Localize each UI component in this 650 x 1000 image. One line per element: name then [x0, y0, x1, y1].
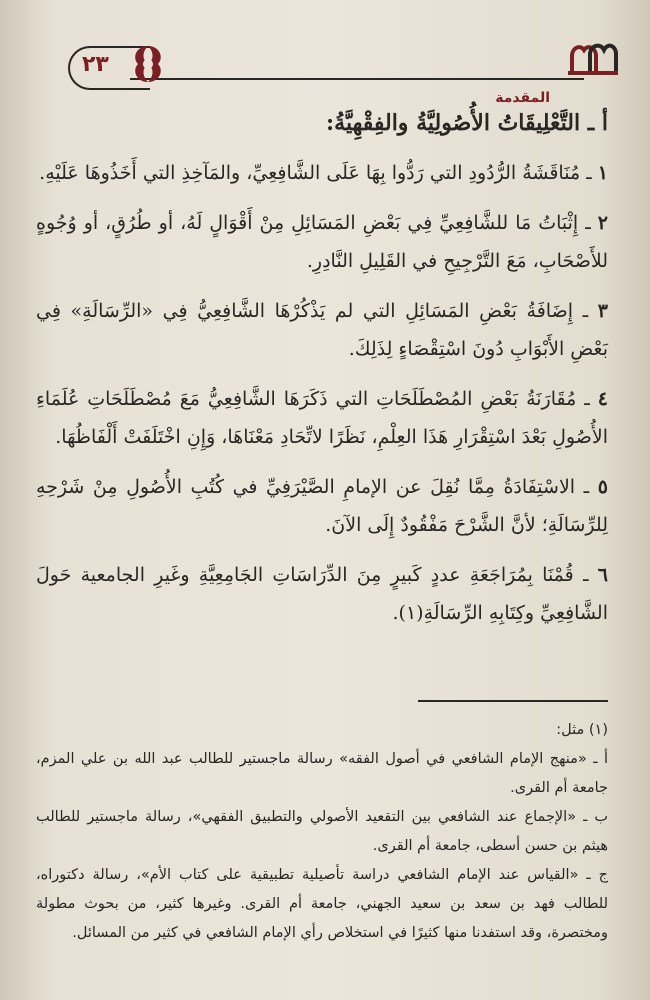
- footnote-line: ج ـ «القياس عند الإمام الشافعي دراسة تأصيلية تطبيقية على كتاب الأم»، رسالة دكتوراه، للطالب فهد بن سعد بن سعيد الجهني، جامعة أم القرى. وغيرها كثير، من بحوث مطولة ومختصرة، وقد استفدنا منها كثيرًا في استخلاص رأي الإمام الشافعي في كثير من المسائل.: [36, 867, 608, 941]
- footnote-label: (١) مثل:: [556, 722, 608, 738]
- item-text: قُمْنَا بِمُرَاجَعَةِ عددٍ كَبيرٍ مِنَ الدِّرَاسَاتِ الجَامِعِيَّةِ وغَيرِ الجامعية حَولَ الشَّافِعِيِّ وكِتَابِهِ الرِّسَالَةِ(١).: [36, 564, 608, 624]
- footnote-divider: [418, 700, 608, 702]
- list-item: ٤ ـ مُقَارَنَةُ بَعْضِ المُصْطَلَحَاتِ التي ذَكَرَهَا الشَّافِعِيُّ مَعَ مُصْطَلَحَاتِ عُلَمَاءِ الأُصُولِ بَعْدَ اسْتِقْرَارِ هَذَا العِلْمِ، نَظَرًا لاتِّحَادِ مَعْنَاهَا، وَإِنِ اخْتَلَفَتْ أَلْفَاظُهَا.: [36, 388, 608, 448]
- ornament-left-icon: [128, 42, 168, 86]
- item-number: ٣: [597, 300, 608, 322]
- list-item: ٢ ـ إِثْبَاتُ مَا للشَّافِعِيِّ فِي بَعْضِ المَسَائِلِ مِنْ أَقْوَالٍ لَهُ، أو طُرُقٍ، أو وُجُوهٍ للأَصْحَابِ، مَعَ التَّرْجِيحِ في القَلِيلِ النَّادِرِ.: [36, 212, 608, 272]
- footnote-line: أ ـ «منهج الإمام الشافعي في أصول الفقه» رسالة ماجستير للطالب عبد الله بن علي المزم، جامعة أم القرى.: [36, 751, 608, 796]
- ornament-right-icon: [564, 38, 620, 78]
- footnotes: [36, 716, 608, 948]
- item-number: ٥: [597, 476, 608, 498]
- subsection-heading: أ ـ التَّعْلِيقَاتُ الأُصُولِيَّةُ والفِقْهِيَّةُ:: [326, 110, 608, 136]
- page-number: ٢٣: [82, 52, 109, 77]
- item-text: إِضَافَةُ بَعْضِ المَسَائِلِ التي لم يَذْكُرْهَا الشَّافِعِيُّ فِي «الرِّسَالَةِ» فِي بَعْضِ الأَبْوَابِ دُونَ اسْتِقْصَاءٍ لِذَلِكَ.: [36, 300, 608, 360]
- list-item: ٦ ـ قُمْنَا بِمُرَاجَعَةِ عددٍ كَبيرٍ مِنَ الدِّرَاسَاتِ الجَامِعِيَّةِ وغَيرِ الجامعية حَولَ الشَّافِعِيِّ وكِتَابِهِ الرِّسَالَةِ(١).: [36, 564, 608, 624]
- list-item: ١ ـ مُنَاقَشَةُ الرُّدُودِ التي رَدُّوا بِهَا عَلَى الشَّافِعِيِّ، والمَآخِذِ التي أَخَذُوهَا عَلَيْهِ.: [39, 162, 608, 184]
- footnote-line: ب ـ «الإجماع عند الشافعي بين التقعيد الأصولي والتطبيق الفقهي»، رسالة ماجستير للطالب هيثم بن حسن أسطى، جامعة أم القرى.: [36, 809, 608, 854]
- item-number: ٤: [597, 388, 608, 410]
- list-item: ٥ ـ الاسْتِفَادَةُ مِمَّا نُقِلَ عن الإمامِ الصَّيْرَفِيِّ في كُتُبِ الأُصُولِ مِنْ شَرْحِهِ لِلرِّسَالَةِ؛ لأنَّ الشَّرْحَ مَفْقُودٌ إِلَى الآنَ.: [36, 476, 608, 536]
- list-item: ٣ ـ إِضَافَةُ بَعْضِ المَسَائِلِ التي لم يَذْكُرْهَا الشَّافِعِيُّ فِي «الرِّسَالَةِ» فِي بَعْضِ الأَبْوَابِ دُونَ اسْتِقْصَاءٍ لِذَلِكَ.: [36, 300, 608, 360]
- header-rule: [130, 78, 584, 80]
- section-title: المقدمة: [495, 90, 550, 106]
- item-number: ٢: [597, 212, 608, 234]
- page-header: [30, 36, 620, 106]
- main-text: [36, 110, 608, 644]
- item-number: ٦: [597, 564, 608, 586]
- item-number: ١: [597, 162, 608, 184]
- item-text: مُقَارَنَةُ بَعْضِ المُصْطَلَحَاتِ التي ذَكَرَهَا الشَّافِعِيُّ مَعَ مُصْطَلَحَاتِ عُلَمَاءِ الأُصُولِ بَعْدَ اسْتِقْرَارِ هَذَا العِلْمِ، نَظَرًا لاتِّحَادِ مَعْنَاهَا، وَإِنِ اخْتَلَفَتْ أَلْفَاظُهَا.: [36, 388, 608, 448]
- item-text: مُنَاقَشَةُ الرُّدُودِ التي رَدُّوا بِهَا عَلَى الشَّافِعِيِّ، والمَآخِذِ التي أَخَذُوهَا عَلَيْهِ.: [39, 162, 581, 184]
- item-text: إِثْبَاتُ مَا للشَّافِعِيِّ فِي بَعْضِ المَسَائِلِ مِنْ أَقْوَالٍ لَهُ، أو طُرُقٍ، أو وُجُوهٍ للأَصْحَابِ، مَعَ التَّرْجِيحِ في القَلِيلِ النَّادِرِ.: [36, 212, 608, 272]
- item-text: الاسْتِفَادَةُ مِمَّا نُقِلَ عن الإمامِ الصَّيْرَفِيِّ في كُتُبِ الأُصُولِ مِنْ شَرْحِهِ لِلرِّسَالَةِ؛ لأنَّ الشَّرْحَ مَفْقُودٌ إِلَى الآنَ.: [36, 476, 608, 536]
